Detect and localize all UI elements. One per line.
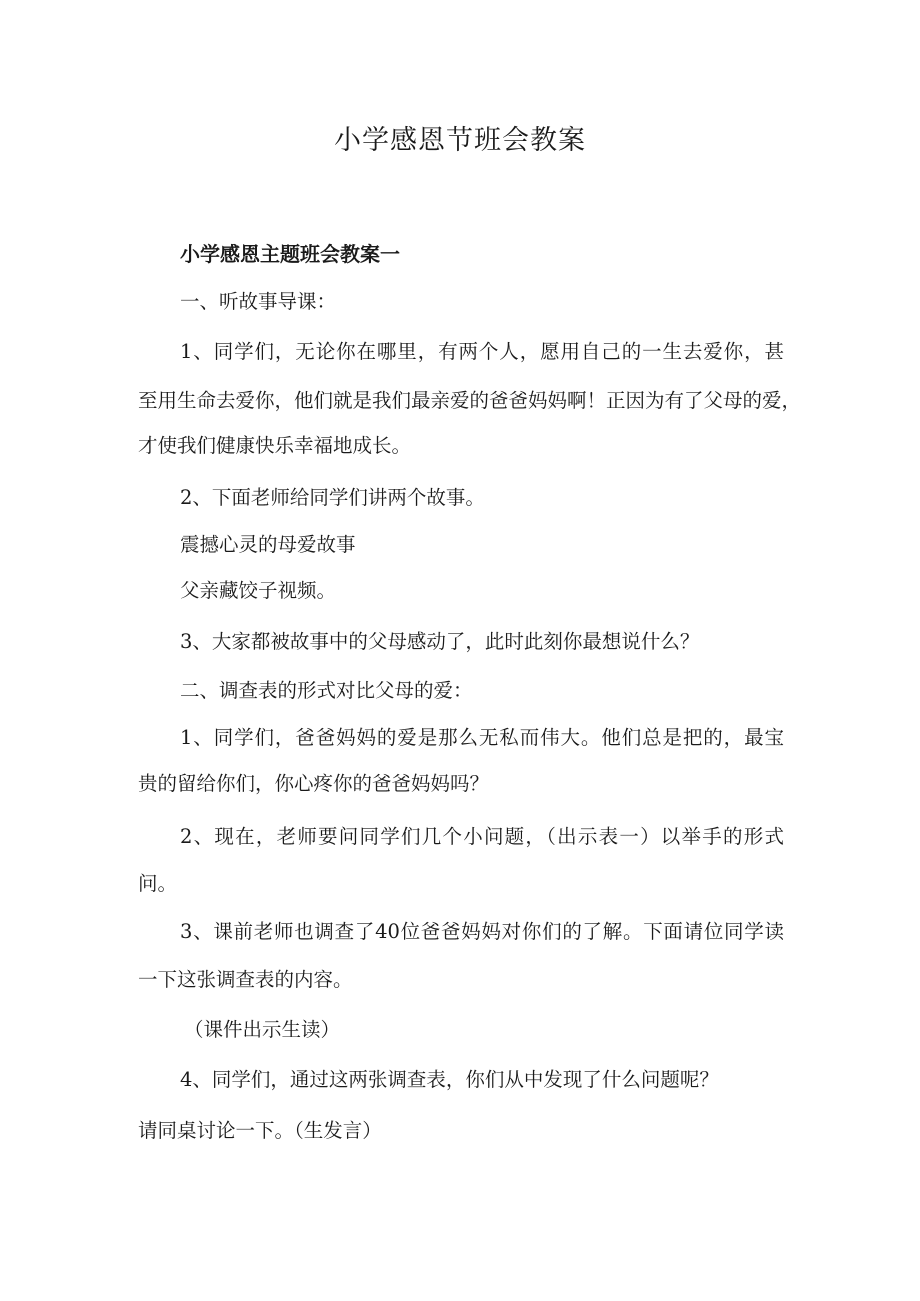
paragraph-line: 震撼心灵的母爱故事 xyxy=(180,533,356,556)
paragraph-line: 1、同学们，无论你在哪里，有两个人，愿用自己的一生去爱你，甚 xyxy=(180,340,784,363)
paragraph-line: 2、下面老师给同学们讲两个故事。 xyxy=(180,486,485,509)
paragraph-line: 二、调查表的形式对比父母的爱： xyxy=(180,679,473,702)
paragraph-line: 请同桌讨论一下。（生发言） xyxy=(138,1119,382,1142)
paragraph-line: （课件出示生读） xyxy=(184,1018,341,1041)
document-title: 小学感恩节班会教案 xyxy=(334,125,586,156)
paragraph-line: 4、同学们，通过这两张调查表，你们从中发现了什么问题呢？ xyxy=(180,1068,719,1091)
paragraph-line: 2、现在，老师要问同学们几个小问题，（出示表一）以举手的形式 xyxy=(180,825,784,848)
section-heading: 小学感恩主题班会教案一 xyxy=(180,242,400,266)
paragraph-line: 才使我们健康快乐幸福地成长。 xyxy=(138,434,412,457)
paragraph-line: 一下这张调查表的内容。 xyxy=(138,968,353,991)
paragraph-line: 至用生命去爱你，他们就是我们最亲爱的爸爸妈妈啊！正因为有了父母的爱， xyxy=(138,389,802,412)
paragraph-line: 贵的留给你们，你心疼你的爸爸妈妈吗？ xyxy=(138,772,490,795)
paragraph-line: 1、同学们，爸爸妈妈的爱是那么无私而伟大。他们总是把的，最宝 xyxy=(180,726,784,749)
paragraph-line: 一、听故事导课： xyxy=(180,290,337,313)
paragraph-line: 问。 xyxy=(138,872,178,895)
paragraph-line: 父亲藏饺子视频。 xyxy=(180,579,337,602)
paragraph-line: 3、课前老师也调查了40位爸爸妈妈对你们的了解。下面请位同学读 xyxy=(180,920,784,943)
paragraph-line: 3、大家都被故事中的父母感动了，此时此刻你最想说什么？ xyxy=(180,630,700,653)
